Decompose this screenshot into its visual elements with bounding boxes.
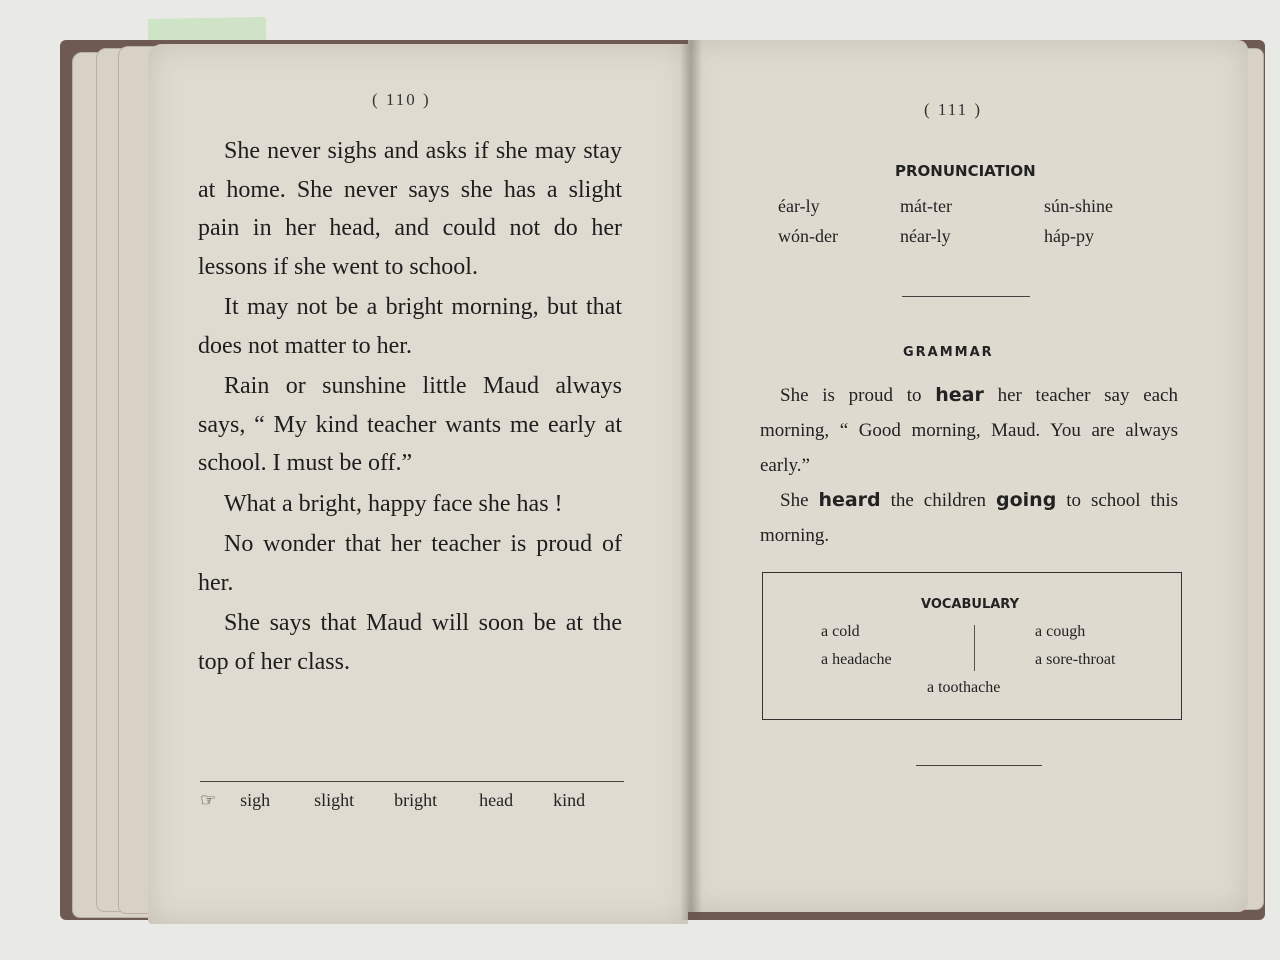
spelling-word: sigh xyxy=(240,790,271,810)
paragraph: Rain or sunshine little Maud always says, “ My kind teacher wants me early at school. I must be off.” xyxy=(198,373,622,476)
vocabulary-item: a cold xyxy=(821,623,860,640)
grammar-text xyxy=(760,378,1178,553)
pointing-hand-icon: ☞ xyxy=(200,790,217,810)
paragraph: No wonder that her teacher is proud of her. xyxy=(198,531,622,596)
pronunciation-word: mát-ter xyxy=(900,196,952,216)
section-divider xyxy=(916,765,1042,766)
pronunciation-word: éar-ly xyxy=(778,196,820,216)
grammar-text-run: her teacher say each morning, “ Good morning, Maud. You are always early.” xyxy=(760,385,1178,476)
paragraph: She never sighs and asks if she may stay at home. She never says she has a slight pain in her head, and could not do her lessons if she went to school. xyxy=(198,138,622,280)
pronunciation-word: sún-shine xyxy=(1044,196,1113,216)
spelling-word: bright xyxy=(394,790,438,810)
grammar-highlight: going xyxy=(996,489,1057,511)
pronunciation-heading: PRONUNCIATION xyxy=(895,162,1036,180)
spelling-words xyxy=(200,790,620,811)
spelling-word: slight xyxy=(314,790,355,810)
grammar-paragraph xyxy=(760,378,1178,483)
grammar-text-run: to school this morning. xyxy=(760,490,1178,546)
right-page-number: ( 111 ) xyxy=(924,100,983,119)
vocabulary-item: a cough xyxy=(1035,623,1086,640)
grammar-text-run: She xyxy=(780,490,819,511)
pronunciation-row xyxy=(778,196,1158,226)
left-page-number: ( 110 ) xyxy=(372,90,431,109)
pronunciation-table xyxy=(778,196,1158,256)
vocabulary-item: a headache xyxy=(821,651,892,668)
pronunciation-row xyxy=(778,226,1158,256)
grammar-paragraph xyxy=(760,483,1178,553)
grammar-highlight: hear xyxy=(935,384,984,406)
left-page-body xyxy=(198,132,622,683)
vocabulary-divider xyxy=(974,625,975,671)
paragraph: She says that Maud will soon be at the top of her class. xyxy=(198,610,622,675)
section-divider xyxy=(902,296,1030,297)
grammar-highlight: heard xyxy=(818,489,881,511)
grammar-text-run: She is proud to xyxy=(780,385,936,406)
pronunciation-word: háp-py xyxy=(1044,226,1094,246)
book-gutter xyxy=(680,40,702,920)
vocabulary-item: a sore-throat xyxy=(1035,651,1116,668)
vocabulary-box xyxy=(762,572,1182,720)
grammar-text-run: the children xyxy=(880,490,996,511)
footer-rule xyxy=(200,781,624,782)
spelling-word: kind xyxy=(553,790,586,810)
pronunciation-word: wón-der xyxy=(778,226,838,246)
spelling-word: head xyxy=(479,790,514,810)
vocabulary-item: a toothache xyxy=(927,679,1001,696)
paragraph: What a bright, happy face she has ! xyxy=(224,490,563,517)
grammar-heading: GRAMMAR xyxy=(903,345,994,360)
paragraph: It may not be a bright morning, but that does not matter to her. xyxy=(198,294,622,359)
vocabulary-heading: VOCABULARY xyxy=(921,597,1020,612)
pronunciation-word: néar-ly xyxy=(900,226,951,246)
